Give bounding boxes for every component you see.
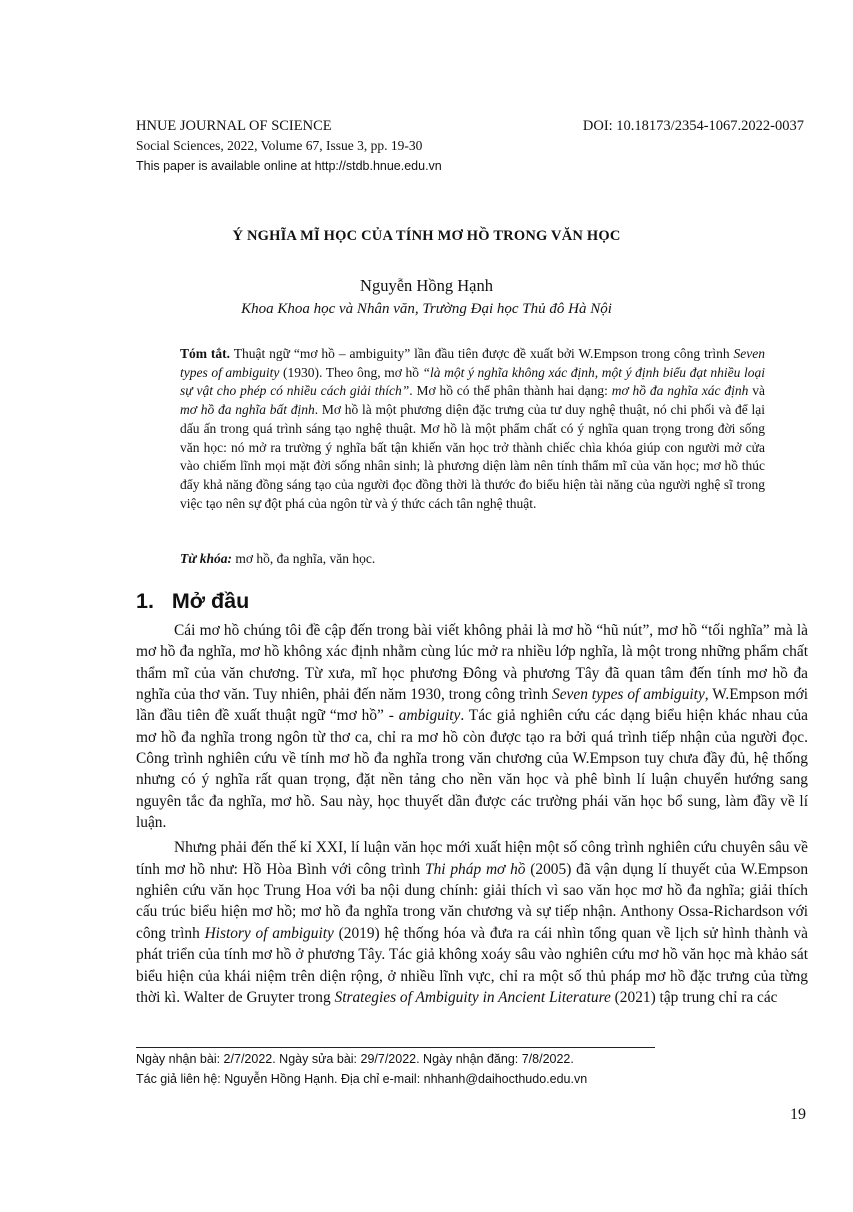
paragraph-text: History of ambiguity	[204, 924, 334, 942]
author-affiliation: Khoa Khoa học và Nhân văn, Trường Đại học Thủ đô Hà Nội	[241, 301, 612, 317]
paragraph-text: Thi pháp mơ hồ	[425, 860, 526, 878]
keywords	[180, 550, 765, 568]
abstract-text: mơ hồ đa nghĩa xác định	[611, 383, 749, 399]
article-title: Ý NGHĨA MĨ HỌC CỦA TÍNH MƠ HỒ TRONG VĂN HỌC	[232, 228, 621, 244]
abstract-text: Seven types of ambiguity	[180, 346, 765, 380]
journal-issue: Social Sciences, 2022, Volume 67, Issue 3, pp. 19-30	[136, 138, 423, 153]
abstract-text: (1930). Theo ông, mơ hồ	[279, 364, 423, 380]
journal-header	[136, 116, 442, 176]
footnote-rule	[136, 1047, 655, 1048]
page-number: 19	[790, 1106, 806, 1123]
abstract	[180, 345, 765, 513]
abstract-text: “là một ý nghĩa không xác định, một ý định biểu đạt nhiều loại sự vật cho phép có nhiều cách giải thích”	[180, 364, 765, 399]
journal-online-note: This paper is available online at http://stdb.hnue.edu.vn	[136, 159, 442, 173]
paragraph	[136, 837, 808, 1008]
keywords-label: Từ khóa:	[180, 551, 232, 566]
paragraph-text: , W.Empson mới lần đầu tiên đề xuất thuật ngữ “mơ hồ” -	[136, 686, 808, 725]
footnotes	[136, 1049, 587, 1089]
abstract-label: Tóm tắt.	[180, 346, 231, 361]
paragraph-text: Seven types of ambiguity	[552, 686, 705, 704]
doi: DOI: 10.18173/2354-1067.2022-0037	[582, 118, 804, 134]
paragraph-text: (2005) đã vận dụng lí thuyết của W.Empson nghiên cứu văn học Trung Hoa với ba nội dung chính: giải thích vì sao văn học mơ hồ đa nghĩa; giải thích cấu trúc biểu hiện mơ hồ; mơ hồ đa nghĩa trong văn chương và sự tiếp nhận. Anthony Ossa-Richardson với công trình	[136, 860, 809, 942]
paragraph-text: . Tác giả nghiên cứu các dạng biểu hiện khác nhau của mơ hồ đa nghĩa trong ngôn từ thơ ca, chỉ ra mơ hồ còn được tạo ra bởi quá trình tiếp nhận của người đọc. Công trình nghiên cứu về tính mơ hồ đa nghĩa trong văn chương của W.Empson tuy chưa đầy đủ, hệ thống nhưng có ý nghĩa rất quan trọng, đặt nền tảng cho nền văn học và phê bình lí luận chuyển hướng sang nguyên tắc đa nghĩa, mơ hồ. Sau này, học thuyết dần được các trường phái văn học bổ sung, làm đầy về lí luận.	[136, 707, 809, 832]
paragraph-text: (2021) tập trung chỉ ra các	[610, 988, 778, 1006]
author-name: Nguyễn Hồng Hạnh	[360, 276, 493, 295]
paragraph	[136, 620, 808, 833]
abstract-text: . Mơ hồ có thể phân thành hai dạng:	[409, 383, 612, 399]
paragraph-text: Strategies of Ambiguity in Ancient Literature	[334, 988, 611, 1006]
footnote-dates: Ngày nhận bài: 2/7/2022. Ngày sửa bài: 29/7/2022. Ngày nhận đăng: 7/8/2022.	[136, 1052, 574, 1066]
paragraph-text: (2019) hệ thống hóa và đưa ra cái nhìn tổng quan về lịch sử hình thành và phát triển của tính mơ hồ ở phương Tây. Tác giả không xoáy sâu vào nghiên cứu mơ hồ văn học mà khảo sát biểu hiện của khái niệm trên diện rộng, ở nhiều lĩnh vực, chỉ ra một số thủ pháp mơ hồ đặc trưng của từng thời kì. Walter de Gruyter trong	[136, 924, 808, 1006]
journal-name: HNUE JOURNAL OF SCIENCE	[136, 118, 332, 134]
section-body	[136, 620, 808, 1008]
paragraph-text: Cái mơ hồ chúng tôi đề cập đến trong bài viết không phải là mơ hồ “hũ nút”, mơ hồ “tối nghĩa” mà là mơ hồ đa nghĩa, mơ hồ không xác định nhằm cùng lúc mở ra nhiều lớp nghĩa, là một trong những phẩm chất thẩm mĩ của văn chương. Từ xưa, mĩ học phương Đông và phương Tây đã quan tâm đến tính mơ hồ đa nghĩa của thơ văn. Tuy nhiên, phải đến năm 1930, trong công trình	[136, 622, 808, 704]
section-heading: 1. Mở đầu	[136, 589, 250, 613]
abstract-text: và	[748, 383, 765, 399]
abstract-text: . Mơ hồ là một phương diện đặc trưng của tư duy nghệ thuật, nó chi phối và để lại dấu ấn trong quá trình sáng tạo nghệ thuật. Mơ hồ là một phẩm chất có ý nghĩa quan trọng trong đời sống văn học: nó mở ra trường ý nghĩa bất tận khiến văn học trở thành chiếc chìa khóa giúp con người mở cửa vào chiếm lĩnh mọi mặt đời sống nhân sinh; là phương diện làm nên tính thẩm mĩ của văn học; mơ hồ thúc đẩy khả năng đồng sáng tạo của người đọc đồng thời là thước đo biểu hiện tài năng của người nghệ sĩ trong việc tạo nên sự đột phá của ngôn từ và ý thức cách tân nghệ thuật.	[180, 402, 766, 511]
footnote-contact: Tác giả liên hệ: Nguyễn Hồng Hạnh. Địa chỉ e-mail: nhhanh@daihocthudo.edu.vn	[136, 1072, 588, 1086]
abstract-text: mơ hồ đa nghĩa bất định	[180, 402, 315, 418]
paragraph-text: ambiguity	[398, 707, 461, 725]
keywords-text: mơ hồ, đa nghĩa, văn học.	[231, 551, 376, 566]
abstract-text: Thuật ngữ “mơ hồ – ambiguity” lần đầu tiên được đề xuất bởi W.Empson trong công trình	[230, 346, 734, 361]
paragraph-text: Nhưng phải đến thế kỉ XXI, lí luận văn học mới xuất hiện một số công trình nghiên cứu chuyên sâu về tính mơ hồ như: Hồ Hòa Bình với công trình	[136, 839, 808, 878]
